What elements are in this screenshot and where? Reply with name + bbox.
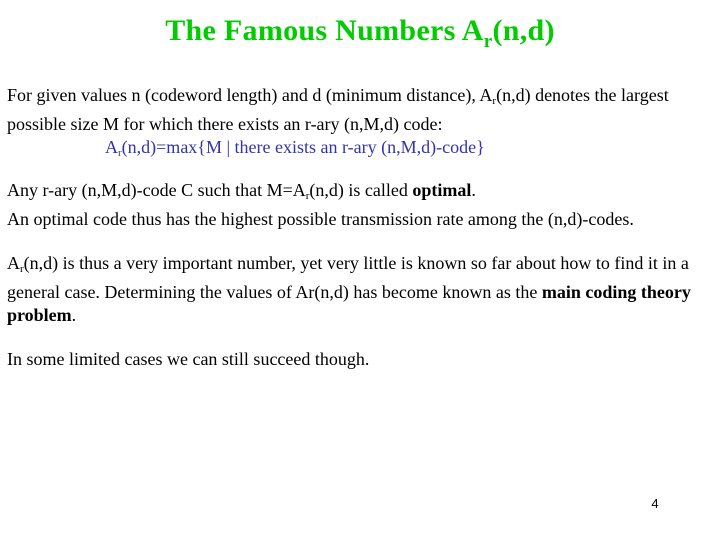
importance-subscript: r [20, 263, 24, 275]
definition-text-a: For given values n (codeword length) and d (minimum distance), A [7, 85, 493, 105]
definition-paragraph [7, 84, 713, 165]
optimal-text-a: Any r-ary (n,M,d)-code C such that M=A [7, 180, 306, 200]
main-problem-term: main coding theory problem [7, 282, 691, 325]
title-suffix: (n,d) [492, 14, 555, 47]
optimal-text-c: . [471, 180, 476, 200]
importance-text-c: . [71, 305, 77, 325]
definition-subscript: r [492, 95, 497, 107]
optimal-text-line2: An optimal code thus has the highest possible transmission rate among the (n,d)-codes. [7, 209, 634, 229]
definition-text-b: (n,d) denotes the largest possible size M for which there exists an r-ary (n,M,d) code: [7, 85, 669, 134]
optimal-term: optimal [412, 180, 472, 200]
optimal-text-b: (n,d) is called [309, 180, 413, 200]
closing-paragraph: In some limited cases we can still succeed though. [7, 349, 370, 369]
title-text: The Famous Numbers A [165, 14, 484, 47]
formula-subscript: r [118, 147, 122, 159]
page-number: 4 [651, 496, 659, 511]
definition-formula [7, 136, 713, 165]
formula-text-a: A [105, 137, 118, 157]
importance-text-b: (n,d) is thus a very important number, yet very little is known so far about how to find it in a general case. Determining the values of Ar(n,d) has become known as the [7, 253, 689, 302]
title-subscript: r [483, 31, 493, 52]
slide-title [0, 14, 720, 53]
formula-text-b: (n,d)=max{M | there exists an r-ary (n,M,d)-code} [121, 137, 485, 157]
optimal-subscript: r [305, 190, 310, 202]
importance-paragraph [7, 252, 713, 327]
importance-text-a: A [7, 253, 20, 273]
optimal-paragraph [7, 179, 713, 231]
